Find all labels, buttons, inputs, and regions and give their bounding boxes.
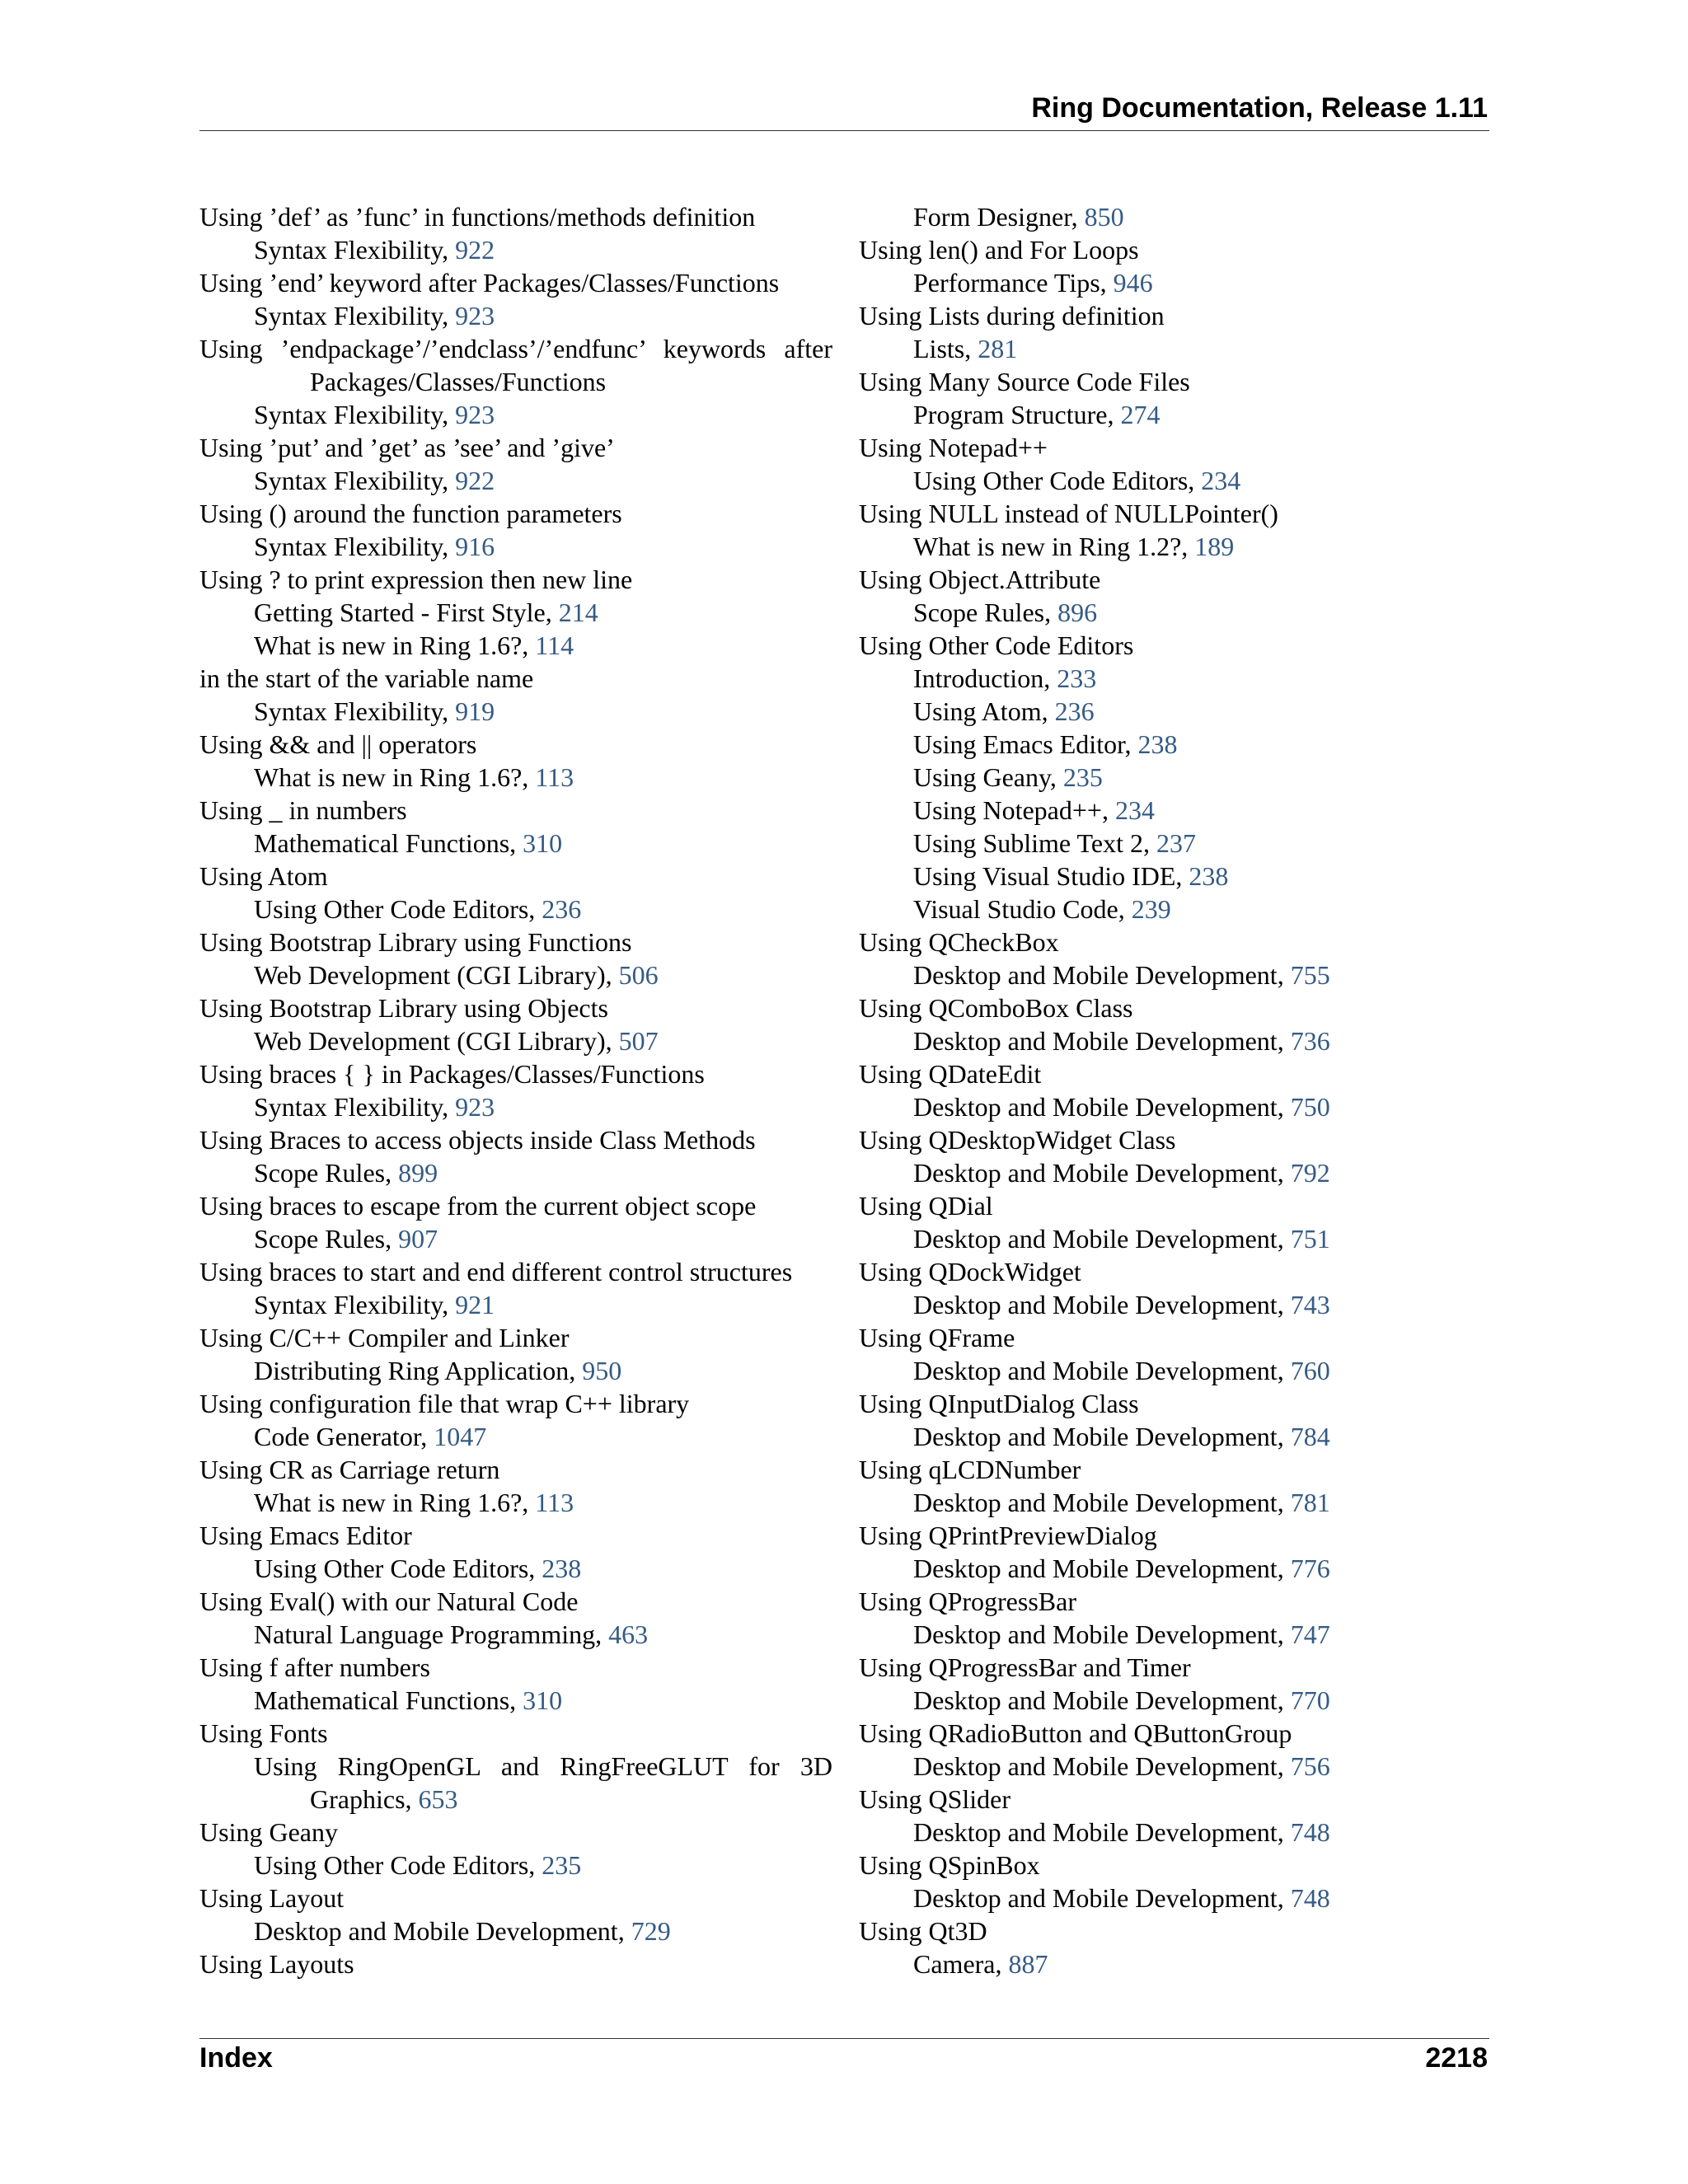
index-term bbox=[859, 629, 1492, 662]
page-link[interactable]: 750 bbox=[1290, 1092, 1330, 1122]
index-term bbox=[199, 563, 832, 596]
entry-text: Syntax Flexibility, bbox=[254, 235, 449, 265]
page-link[interactable]: 922 bbox=[455, 466, 495, 495]
page-link[interactable]: 463 bbox=[608, 1619, 649, 1649]
entry-text: Using QSpinBox bbox=[859, 1850, 1040, 1880]
entry-text: Using ? to print expression then new line bbox=[199, 565, 633, 594]
entry-text: Using len() and For Loops bbox=[859, 235, 1139, 265]
entry-text: Using Atom bbox=[199, 861, 328, 891]
index-subentry bbox=[199, 629, 832, 662]
index-term bbox=[199, 332, 832, 365]
entry-text: Desktop and Mobile Development, bbox=[913, 1685, 1284, 1715]
page-link[interactable]: 887 bbox=[1008, 1949, 1048, 1979]
entry-text: Using Other Code Editors bbox=[859, 630, 1134, 660]
entry-text: Using ’put’ and ’get’ as ’see’ and ’give’ bbox=[199, 433, 615, 462]
entry-text: Scope Rules, bbox=[254, 1224, 392, 1254]
page-link[interactable]: 114 bbox=[535, 630, 574, 660]
index-term bbox=[199, 1651, 832, 1684]
footer-page-number: 2218 bbox=[1425, 2042, 1488, 2074]
index-term bbox=[199, 1387, 832, 1420]
page-link[interactable]: 907 bbox=[398, 1224, 438, 1254]
entry-text: Using QProgressBar bbox=[859, 1586, 1076, 1616]
entry-text: Using Object.Attribute bbox=[859, 565, 1101, 594]
entry-text: Using () around the function parameters bbox=[199, 499, 622, 528]
index-subentry bbox=[859, 200, 1492, 233]
index-subentry bbox=[199, 1750, 832, 1783]
index-term bbox=[199, 1189, 832, 1222]
index-subentry bbox=[859, 1156, 1492, 1189]
entry-text: Using Geany bbox=[199, 1817, 338, 1847]
index-subentry bbox=[859, 1354, 1492, 1387]
index-term bbox=[859, 299, 1492, 332]
page-link[interactable]: 238 bbox=[1137, 729, 1178, 759]
page-link[interactable]: 946 bbox=[1113, 268, 1153, 298]
index-term bbox=[859, 1387, 1492, 1420]
index-subentry bbox=[199, 1288, 832, 1321]
index-subentry bbox=[199, 1915, 832, 1947]
index-term bbox=[859, 1585, 1492, 1618]
entry-text: Desktop and Mobile Development, bbox=[913, 1619, 1284, 1649]
index-subentry bbox=[199, 1090, 832, 1123]
page-link[interactable]: 235 bbox=[1062, 762, 1103, 792]
entry-text: Using braces { } in Packages/Classes/Functions bbox=[199, 1059, 705, 1089]
entry-text: Code Generator, bbox=[254, 1422, 428, 1451]
index-term bbox=[859, 1717, 1492, 1750]
entry-text: What is new in Ring 1.6?, bbox=[254, 1488, 529, 1517]
index-column-right bbox=[859, 200, 1492, 1980]
index-term bbox=[199, 200, 832, 233]
index-term bbox=[859, 991, 1492, 1024]
index-subentry bbox=[859, 266, 1492, 299]
index-term bbox=[199, 1585, 832, 1618]
running-header: Ring Documentation, Release 1.11 bbox=[1031, 92, 1488, 124]
entry-text: Desktop and Mobile Development, bbox=[913, 1224, 1284, 1254]
entry-text: Using Other Code Editors, bbox=[254, 1850, 536, 1880]
page-link[interactable]: 238 bbox=[542, 1554, 582, 1583]
page-link[interactable]: 923 bbox=[455, 1092, 495, 1122]
index-subentry bbox=[199, 827, 832, 860]
page-link[interactable]: 751 bbox=[1290, 1224, 1330, 1254]
index-subentry bbox=[859, 1090, 1492, 1123]
entry-text: Using Qt3D bbox=[859, 1916, 987, 1946]
page-link[interactable]: 236 bbox=[1054, 696, 1095, 726]
index-term bbox=[199, 794, 832, 827]
entry-text: Distributing Ring Application, bbox=[254, 1356, 576, 1385]
index-column-left bbox=[199, 200, 832, 1980]
index-term bbox=[199, 1717, 832, 1750]
index-subentry bbox=[859, 530, 1492, 563]
entry-text: Natural Language Programming, bbox=[254, 1619, 603, 1649]
entry-text: Using Emacs Editor, bbox=[913, 729, 1132, 759]
entry-text: Using ’endpackage’/’endclass’/’endfunc’ keywords after bbox=[199, 334, 832, 363]
entry-text: Using configuration file that wrap C++ library bbox=[199, 1389, 690, 1418]
index-term bbox=[199, 991, 832, 1024]
page-link[interactable]: 921 bbox=[455, 1290, 495, 1319]
index-subentry bbox=[199, 1684, 832, 1717]
index-term bbox=[199, 1453, 832, 1486]
page-link[interactable]: 748 bbox=[1290, 1817, 1330, 1847]
index-subentry bbox=[859, 1552, 1492, 1585]
entry-text: Desktop and Mobile Development, bbox=[913, 1554, 1284, 1583]
index-term bbox=[859, 233, 1492, 266]
index-term bbox=[199, 1321, 832, 1354]
entry-text: Using CR as Carriage return bbox=[199, 1455, 500, 1484]
entry-text: Visual Studio Code, bbox=[913, 894, 1125, 924]
index-term bbox=[199, 1057, 832, 1090]
index-term bbox=[199, 266, 832, 299]
entry-text: Form Designer, bbox=[913, 202, 1078, 232]
index-term bbox=[859, 497, 1492, 530]
index-term bbox=[199, 1947, 832, 1980]
page-link[interactable]: 234 bbox=[1201, 466, 1241, 495]
page-link[interactable]: 189 bbox=[1194, 532, 1235, 561]
page-link[interactable]: 310 bbox=[523, 1685, 563, 1715]
entry-text: Using && and || operators bbox=[199, 729, 477, 759]
page-link[interactable]: 736 bbox=[1290, 1026, 1330, 1056]
index-subentry bbox=[199, 958, 832, 991]
entry-text: Using Other Code Editors, bbox=[254, 894, 536, 924]
entry-text: Syntax Flexibility, bbox=[254, 400, 449, 429]
index-subentry bbox=[859, 1024, 1492, 1057]
entry-text: Desktop and Mobile Development, bbox=[913, 1488, 1284, 1517]
entry-text: Using QCheckBox bbox=[859, 927, 1059, 957]
index-subentry bbox=[199, 233, 832, 266]
index-subentry bbox=[859, 464, 1492, 497]
entry-text: What is new in Ring 1.6?, bbox=[254, 762, 529, 792]
entry-text: Using _ in numbers bbox=[199, 795, 407, 825]
page-link[interactable]: 781 bbox=[1290, 1488, 1330, 1517]
index-subentry bbox=[859, 1618, 1492, 1651]
page-link[interactable]: 850 bbox=[1084, 202, 1124, 232]
entry-text: Introduction, bbox=[913, 663, 1051, 693]
page-link[interactable]: 239 bbox=[1131, 894, 1171, 924]
index-subentry bbox=[859, 1684, 1492, 1717]
page-link[interactable]: 916 bbox=[455, 532, 495, 561]
entry-text: Using QDial bbox=[859, 1191, 993, 1221]
index-subentry bbox=[199, 299, 832, 332]
entry-text: Using QFrame bbox=[859, 1323, 1015, 1352]
entry-text: Lists, bbox=[913, 334, 972, 363]
index-term bbox=[199, 365, 832, 398]
entry-text: Web Development (CGI Library), bbox=[254, 1026, 612, 1056]
entry-text: Syntax Flexibility, bbox=[254, 1092, 449, 1122]
page-link[interactable]: 922 bbox=[455, 235, 495, 265]
index-subentry bbox=[199, 1618, 832, 1651]
entry-text: Desktop and Mobile Development, bbox=[913, 1883, 1284, 1913]
page-link[interactable]: 238 bbox=[1189, 861, 1229, 891]
entry-text: Using QPrintPreviewDialog bbox=[859, 1521, 1157, 1550]
page-link[interactable]: 919 bbox=[455, 696, 495, 726]
footer-section: Index bbox=[199, 2042, 273, 2074]
entry-text: Desktop and Mobile Development, bbox=[913, 1158, 1284, 1188]
entry-text: Using QComboBox Class bbox=[859, 993, 1133, 1023]
index-term bbox=[859, 1849, 1492, 1882]
entry-text: Syntax Flexibility, bbox=[254, 301, 449, 330]
index-subentry bbox=[859, 794, 1492, 827]
entry-text: Using QDesktopWidget Class bbox=[859, 1125, 1176, 1155]
page-link[interactable]: 281 bbox=[978, 334, 1018, 363]
page-link[interactable]: 113 bbox=[535, 762, 574, 792]
index-subentry bbox=[199, 761, 832, 794]
index-term bbox=[199, 860, 832, 893]
entry-text: Using Other Code Editors, bbox=[913, 466, 1195, 495]
entry-text: Desktop and Mobile Development, bbox=[913, 1422, 1284, 1451]
entry-text: Using RingOpenGL and RingFreeGLUT for 3D bbox=[254, 1751, 832, 1781]
entry-text: Using Braces to access objects inside Class Methods bbox=[199, 1125, 756, 1155]
page-link[interactable]: 747 bbox=[1290, 1619, 1330, 1649]
index-subentry bbox=[199, 1024, 832, 1057]
index-subentry bbox=[859, 1750, 1492, 1783]
entry-text: Using QSlider bbox=[859, 1784, 1010, 1814]
entry-text: Mathematical Functions, bbox=[254, 828, 517, 858]
index-term bbox=[199, 728, 832, 761]
page-link[interactable]: 899 bbox=[398, 1158, 438, 1188]
index-subentry bbox=[199, 1156, 832, 1189]
entry-text: Using Geany, bbox=[913, 762, 1057, 792]
entry-text: Using Layout bbox=[199, 1883, 345, 1913]
index-subentry bbox=[199, 1222, 832, 1255]
index-term bbox=[859, 1255, 1492, 1288]
index-subentry bbox=[199, 1783, 832, 1816]
entry-text: Syntax Flexibility, bbox=[254, 1290, 449, 1319]
entry-text: Mathematical Functions, bbox=[254, 1685, 517, 1715]
index-term bbox=[859, 431, 1492, 464]
entry-text: Using Bootstrap Library using Objects bbox=[199, 993, 608, 1023]
index-subentry bbox=[199, 530, 832, 563]
entry-text: Syntax Flexibility, bbox=[254, 532, 449, 561]
entry-text: Packages/Classes/Functions bbox=[310, 367, 607, 396]
page-link[interactable]: 236 bbox=[542, 894, 582, 924]
index-subentry bbox=[859, 1288, 1492, 1321]
index-term bbox=[199, 1255, 832, 1288]
entry-text: Using Other Code Editors, bbox=[254, 1554, 536, 1583]
entry-text: Using ’end’ keyword after Packages/Classes/Functions bbox=[199, 268, 780, 298]
footer-rule bbox=[199, 2038, 1489, 2039]
page-link[interactable]: 506 bbox=[618, 960, 659, 990]
entry-text: Using Layouts bbox=[199, 1949, 354, 1979]
entry-text: Using Notepad++ bbox=[859, 433, 1048, 462]
entry-text: Using Bootstrap Library using Functions bbox=[199, 927, 632, 957]
index-subentry bbox=[199, 1552, 832, 1585]
entry-text: Using Lists during definition bbox=[859, 301, 1165, 330]
index-subentry bbox=[199, 695, 832, 728]
page-link[interactable]: 310 bbox=[523, 828, 563, 858]
entry-text: Using f after numbers bbox=[199, 1652, 430, 1682]
entry-text: Using QDockWidget bbox=[859, 1257, 1081, 1286]
entry-text: Using QInputDialog Class bbox=[859, 1389, 1139, 1418]
index-subentry bbox=[859, 761, 1492, 794]
index-term bbox=[859, 926, 1492, 958]
page-link[interactable]: 653 bbox=[418, 1784, 458, 1814]
entry-text: Desktop and Mobile Development, bbox=[254, 1916, 625, 1946]
entry-text: Using Many Source Code Files bbox=[859, 367, 1190, 396]
page-link[interactable]: 274 bbox=[1120, 400, 1160, 429]
index-subentry bbox=[859, 695, 1492, 728]
entry-text: Desktop and Mobile Development, bbox=[913, 1092, 1284, 1122]
page-link[interactable]: 748 bbox=[1290, 1883, 1330, 1913]
page-link[interactable]: 923 bbox=[455, 400, 495, 429]
entry-text: Using Notepad++, bbox=[913, 795, 1109, 825]
entry-text: Graphics, bbox=[310, 1784, 412, 1814]
index-subentry bbox=[859, 1486, 1492, 1519]
entry-text: in the start of the variable name bbox=[199, 663, 534, 693]
entry-text: Camera, bbox=[913, 1949, 1002, 1979]
page-link[interactable]: 760 bbox=[1290, 1356, 1330, 1385]
index-subentry bbox=[199, 398, 832, 431]
index-subentry bbox=[859, 398, 1492, 431]
entry-text: Using QDateEdit bbox=[859, 1059, 1042, 1089]
index-subentry bbox=[859, 332, 1492, 365]
page-link[interactable]: 729 bbox=[631, 1916, 671, 1946]
index-term bbox=[859, 1189, 1492, 1222]
entry-text: What is new in Ring 1.6?, bbox=[254, 630, 529, 660]
page-link[interactable]: 113 bbox=[535, 1488, 574, 1517]
index-term bbox=[199, 431, 832, 464]
entry-text: Web Development (CGI Library), bbox=[254, 960, 612, 990]
page-link[interactable]: 755 bbox=[1290, 960, 1330, 990]
page-link[interactable]: 1047 bbox=[434, 1422, 487, 1451]
entry-text: Scope Rules, bbox=[913, 598, 1052, 627]
index-subentry bbox=[859, 596, 1492, 629]
index-term bbox=[859, 365, 1492, 398]
index-subentry bbox=[199, 1354, 832, 1387]
page-link[interactable]: 507 bbox=[618, 1026, 659, 1056]
entry-text: Desktop and Mobile Development, bbox=[913, 1290, 1284, 1319]
index-term bbox=[859, 1123, 1492, 1156]
entry-text: Desktop and Mobile Development, bbox=[913, 960, 1284, 990]
page-link[interactable]: 743 bbox=[1290, 1290, 1330, 1319]
index-subentry bbox=[859, 860, 1492, 893]
index-subentry bbox=[199, 1420, 832, 1453]
entry-text: Desktop and Mobile Development, bbox=[913, 1356, 1284, 1385]
index-subentry bbox=[859, 1882, 1492, 1915]
entry-text: Using C/C++ Compiler and Linker bbox=[199, 1323, 570, 1352]
page-link[interactable]: 923 bbox=[455, 301, 495, 330]
entry-text: Syntax Flexibility, bbox=[254, 466, 449, 495]
entry-text: Performance Tips, bbox=[913, 268, 1107, 298]
index-term bbox=[859, 1057, 1492, 1090]
entry-text: What is new in Ring 1.2?, bbox=[913, 532, 1189, 561]
index-term bbox=[199, 1519, 832, 1552]
header-rule bbox=[199, 130, 1489, 131]
index-term bbox=[199, 1816, 832, 1849]
index-term bbox=[859, 1321, 1492, 1354]
page-link[interactable]: 950 bbox=[582, 1356, 622, 1385]
entry-text: Program Structure, bbox=[913, 400, 1114, 429]
entry-text: Desktop and Mobile Development, bbox=[913, 1026, 1284, 1056]
index-term bbox=[859, 1651, 1492, 1684]
page-link[interactable]: 784 bbox=[1290, 1422, 1330, 1451]
entry-text: Using Emacs Editor bbox=[199, 1521, 412, 1550]
index-subentry bbox=[859, 893, 1492, 926]
index-term bbox=[199, 497, 832, 530]
entry-text: Desktop and Mobile Development, bbox=[913, 1751, 1284, 1781]
index-term bbox=[199, 1882, 832, 1915]
entry-text: Syntax Flexibility, bbox=[254, 696, 449, 726]
index-subentry bbox=[199, 464, 832, 497]
index-subentry bbox=[859, 1947, 1492, 1980]
page-link[interactable]: 234 bbox=[1114, 795, 1155, 825]
index-subentry bbox=[199, 1849, 832, 1882]
index-subentry bbox=[199, 596, 832, 629]
page-link[interactable]: 214 bbox=[558, 598, 598, 627]
entry-text: Using ’def’ as ’func’ in functions/methods definition bbox=[199, 202, 756, 232]
entry-text: Using Eval() with our Natural Code bbox=[199, 1586, 579, 1616]
index-term bbox=[199, 662, 832, 695]
page-link[interactable]: 237 bbox=[1156, 828, 1196, 858]
index-subentry bbox=[859, 958, 1492, 991]
index-term bbox=[859, 1453, 1492, 1486]
entry-text: Using Fonts bbox=[199, 1718, 328, 1748]
index-subentry bbox=[859, 827, 1492, 860]
entry-text: Scope Rules, bbox=[254, 1158, 392, 1188]
page-link[interactable]: 233 bbox=[1057, 663, 1097, 693]
entry-text: Desktop and Mobile Development, bbox=[913, 1817, 1284, 1847]
index-subentry bbox=[859, 662, 1492, 695]
entry-text: Using braces to start and end different control structures bbox=[199, 1257, 793, 1286]
entry-text: Using NULL instead of NULLPointer() bbox=[859, 499, 1278, 528]
page-link[interactable]: 756 bbox=[1290, 1751, 1330, 1781]
index-subentry bbox=[859, 1816, 1492, 1849]
entry-text: Using qLCDNumber bbox=[859, 1455, 1081, 1484]
page-link[interactable]: 792 bbox=[1290, 1158, 1330, 1188]
entry-text: Using QRadioButton and QButtonGroup bbox=[859, 1718, 1292, 1748]
index-term bbox=[859, 1783, 1492, 1816]
index-subentry bbox=[199, 893, 832, 926]
entry-text: Using braces to escape from the current object scope bbox=[199, 1191, 757, 1221]
index-term bbox=[859, 563, 1492, 596]
index-subentry bbox=[859, 1420, 1492, 1453]
entry-text: Using Sublime Text 2, bbox=[913, 828, 1150, 858]
index-term bbox=[859, 1519, 1492, 1552]
index-subentry bbox=[859, 728, 1492, 761]
page-link[interactable]: 896 bbox=[1057, 598, 1098, 627]
index-term bbox=[199, 1123, 832, 1156]
page-link[interactable]: 776 bbox=[1290, 1554, 1330, 1583]
index-term bbox=[859, 1915, 1492, 1947]
entry-text: Using QProgressBar and Timer bbox=[859, 1652, 1191, 1682]
page-link[interactable]: 235 bbox=[542, 1850, 582, 1880]
index-subentry bbox=[859, 1222, 1492, 1255]
entry-text: Using Visual Studio IDE, bbox=[913, 861, 1183, 891]
index-term bbox=[199, 926, 832, 958]
entry-text: Getting Started - First Style, bbox=[254, 598, 552, 627]
index-subentry bbox=[199, 1486, 832, 1519]
page-link[interactable]: 770 bbox=[1290, 1685, 1330, 1715]
entry-text: Using Atom, bbox=[913, 696, 1048, 726]
